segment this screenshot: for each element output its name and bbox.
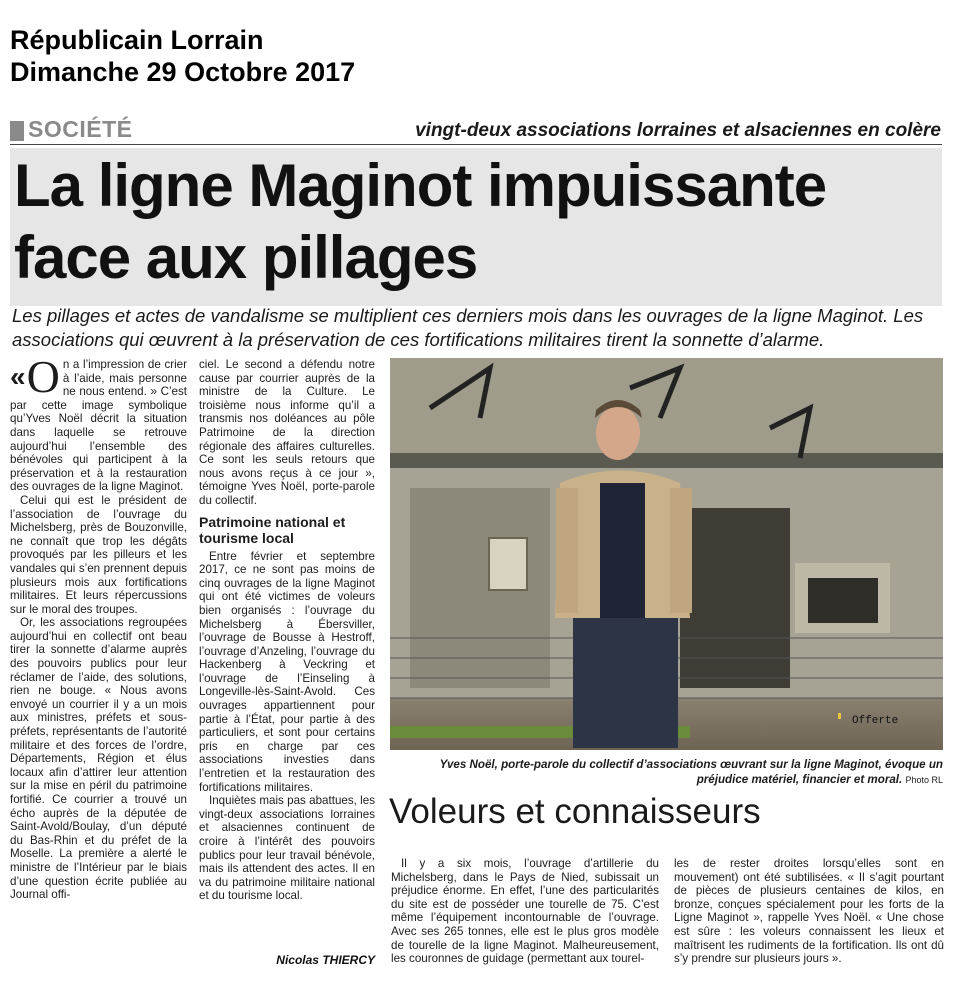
second-headline: Voleurs et connaisseurs	[389, 792, 761, 831]
article-column-2	[199, 358, 375, 903]
dropcap: O	[26, 351, 60, 402]
photo-credit: Photo RL	[905, 775, 943, 785]
watermark-marker	[838, 713, 841, 719]
caption-text: Yves Noël, porte-parole du collectif d’associations œuvrant sur la ligne Maginot, évoque un préjudice matériel, financier et moral.	[439, 758, 943, 786]
article-paragraph: Entre février et septembre 2017, ce ne sont pas moins de cinq ouvrages de la ligne Maginot qui ont été victimes de voleurs bien organisés : l’ouvrage du Michelsberg à Ébersviller, l’ouvrage de Bousse à Hestroff, l’ouvrage d’Anzeling, l’ouvrage du Hackenberg à Veckring et l’ouvrage de l’Einseling à Longeville-lès-Saint-Avold. Ces ouvrages appartiennent pour partie à l’État, pour partie à des particuliers, et sont pour certains pris en charge par ces associations investies dans l’entretien et la restauration des fortifications militaires.	[199, 549, 375, 794]
article-column-3	[391, 857, 659, 966]
article-photo	[390, 358, 943, 750]
rubric-label: SOCIÉTÉ	[28, 116, 133, 142]
article-paragraph: les de rester droites lorsqu’elles sont en mouvement) ont été subtilisées. « Il s’agit pourtant de pièces de plusieurs centaines de kilos, en bronze, conçues spécialement pour les forts de la Ligne Maginot », rappelle Yves Noël. « Une chose est sûre : les voleurs connaissent les lieux et maîtrisent les rudiments de la fortification. Ils ont dû s’y prendre sur plusieurs jours ».	[674, 857, 944, 966]
dropcap-quote: «	[10, 361, 26, 392]
divider	[10, 144, 942, 145]
source-title: Républicain Lorrain	[10, 25, 264, 55]
article-paragraph: Il y a six mois, l’ouvrage d’artillerie du Michelsberg, dans le Pays de Nied, subissait un préjudice énorme. En effet, l’une des particularités du site est de posséder une tourelle de 75. C’est même l’équipement incontournable de l’ouvrage. Avec ses 265 tonnes, elle est le plus gros modèle de tourelle de la ligne Maginot. Malheureusement, les couronnes de guidage (permettant aux tourel-	[391, 857, 659, 966]
lead-paragraph: Les pillages et actes de vandalisme se multiplient ces derniers mois dans les ouvrages de la ligne Maginot. Les associations qui œuvrent à la préservation de ces fortifications militaires tirent la sonnette d’alarme.	[12, 305, 924, 350]
article-paragraph	[10, 351, 187, 494]
article-subhead: Patrimoine national et tourisme local	[199, 513, 346, 546]
headline: La ligne Maginot impuissante face aux pillages	[14, 152, 827, 291]
source-date: Dimanche 29 Octobre 2017	[10, 57, 356, 87]
newspaper-source	[10, 24, 355, 88]
bunker-photo-illustration	[390, 358, 943, 750]
kicker: vingt-deux associations lorraines et alsaciennes en colère	[415, 120, 941, 141]
rubric-marker	[10, 121, 24, 141]
article-paragraph: Celui qui est le président de l’association de l’ouvrage du Michelsberg, près de Bouzonville, ne connaît que trop les dégâts provoqués par les pilleurs et les vandales qui s’en prennent depuis plusieurs mois aux fortifications militaires. Et leurs répercussions sur le moral des troupes.	[10, 493, 187, 616]
article-paragraph: Or, les associations regroupées aujourd’hui en collectif ont beau tirer la sonnette d’alarme auprès des pouvoirs publics pour leur réclamer de l’aide, des solutions, rien ne bouge. « Nous avons envoyé un courrier il y a un mois aux ministres, préfets et sous-préfets, représentants de l’autorité militaire et des forces de l’ordre, Départements, Région et élus locaux afin d’attirer leur attention sur la mise en péril du patrimoine fortifié. Ce courrier a trouvé un écho auprès de la députée de Saint-Avold/Boulay, d’un député du Bas-Rhin et du préfet de la Moselle. La première a alerté le ministre de l’Intérieur par le biais d’une question écrite publiée au Journal offi-	[10, 616, 187, 902]
article-column-4	[674, 857, 944, 966]
byline: Nicolas THIERCY	[276, 953, 375, 967]
article-text: n a l’impression de crier à l’aide, mais personne ne nous entend. » C’est par cette image symbolique qu’Yves Noël décrit la situation dans laquelle se retrouve aujourd’hui l’ensemble des bénévoles qui participent à la préservation et à la restauration des ouvrages de la ligne Maginot.	[10, 358, 187, 494]
article-paragraph: Inquiètes mais pas abattues, les vingt-deux associations lorraines et alsaciennes continuent de croire à l’intérêt des pouvoirs publics pour leur travail bénévole, mais ils attendent des actes. Il en va du patrimoine militaire national et du tourisme local.	[199, 794, 375, 903]
photo-watermark: Offerte	[852, 715, 899, 727]
article-paragraph: ciel. Le second a défendu notre cause par courrier auprès de la ministre de la Culture. Le troisième nous informe qu’il a transmis nos doléances au pôle Patrimoine de la direction régionale des affaires culturelles. Ce sont les seuls retours que nous avons reçus à ce jour », témoigne Yves Noël, porte-parole du collectif.	[199, 358, 375, 507]
photo-caption	[400, 757, 943, 788]
article-column-1	[10, 351, 187, 902]
